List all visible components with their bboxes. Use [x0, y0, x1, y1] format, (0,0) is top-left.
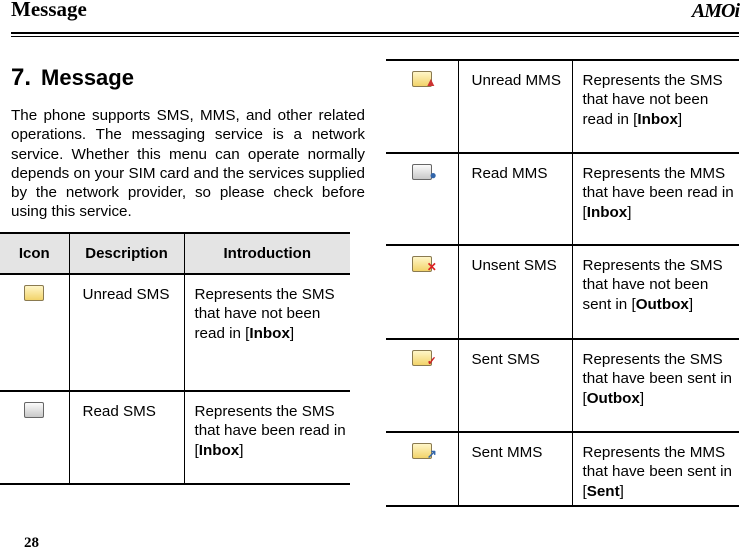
section-heading	[11, 64, 134, 92]
folder-name: Outbox	[635, 295, 689, 313]
column-header-introduction: Introduction	[184, 233, 350, 274]
table-row	[386, 60, 739, 153]
folder-name: Inbox	[249, 324, 290, 342]
table-header-row	[0, 233, 350, 274]
table-row	[0, 274, 350, 391]
folder-name: Inbox	[198, 441, 240, 459]
unread-sms-icon	[24, 285, 44, 301]
sent-sms-icon: ✓	[412, 350, 432, 366]
icon-table-right	[386, 59, 739, 507]
row-introduction: Represents the SMS that have not been sent in [Outbox]	[582, 257, 723, 313]
read-mms-icon: ●	[412, 164, 432, 180]
row-description: Sent MMS	[471, 444, 543, 461]
page-header-title: Message	[11, 0, 87, 21]
row-description: Read SMS	[82, 403, 156, 420]
intro-paragraph: The phone supports SMS, MMS, and other related operations. The messaging service is a network service. Whether this menu can operate normally depends on your SIM card and the services supplied by the network provider, so please check before using this service.	[11, 107, 365, 221]
row-introduction: Represents the SMS that have not been read in [Inbox]	[582, 72, 723, 128]
row-description: Unread MMS	[471, 72, 561, 89]
row-description: Read MMS	[471, 165, 548, 182]
table-row	[386, 245, 739, 339]
folder-name: Inbox	[637, 110, 678, 128]
row-description: Unread SMS	[82, 286, 170, 303]
header-divider-thin	[11, 36, 739, 37]
row-introduction: Represents the SMS that have been read in [Inbox]	[194, 403, 346, 459]
header-divider	[11, 32, 739, 34]
table-row	[0, 391, 350, 484]
unread-mms-icon: ▲	[412, 71, 432, 87]
row-introduction: Represents the MMS that have been read in [Inbox]	[582, 165, 734, 221]
column-header-description: Description	[69, 233, 184, 274]
read-sms-icon	[24, 402, 44, 418]
row-introduction: Represents the SMS that have been sent in [Outbox]	[582, 351, 732, 407]
row-description: Sent SMS	[471, 351, 540, 368]
row-introduction: Represents the SMS that have not been read in [Inbox]	[194, 286, 335, 342]
table-row	[386, 153, 739, 245]
row-introduction: Represents the MMS that have been sent in [Sent]	[582, 444, 732, 500]
section-number: 7.	[11, 64, 32, 91]
page-number: 28	[24, 535, 39, 551]
sent-mms-icon: ↗	[412, 443, 432, 459]
brand-logo: AMOi	[691, 0, 739, 22]
icon-table-left	[0, 232, 350, 485]
column-header-icon: Icon	[0, 233, 69, 274]
folder-name: Outbox	[586, 389, 640, 407]
unsent-sms-icon: ✕	[412, 256, 432, 272]
folder-name: Inbox	[586, 203, 628, 221]
folder-name: Sent	[586, 482, 620, 500]
section-title: Message	[41, 65, 134, 90]
table-row	[386, 339, 739, 432]
table-row	[386, 432, 739, 506]
row-description: Unsent SMS	[471, 257, 557, 274]
